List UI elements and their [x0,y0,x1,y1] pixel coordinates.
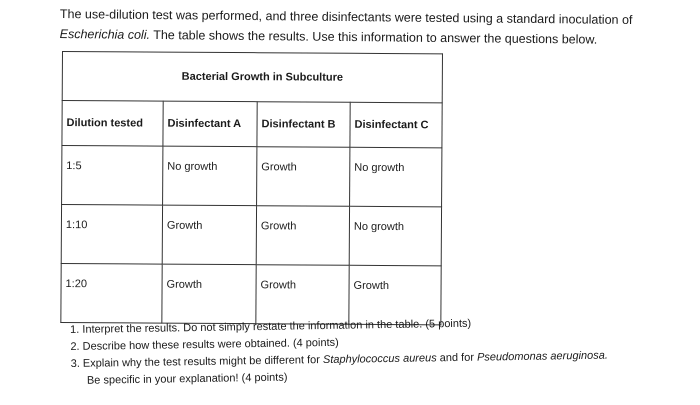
table-cell: No growth [350,147,442,207]
table-cell: Growth [162,264,256,324]
intro-line-1: The use-dilution test was performed, and three disinfectants were tested using a standard inoculation of [59,6,633,27]
column-header: Disinfectant C [350,102,442,148]
table-cell: Growth [162,205,256,265]
table-row [62,146,442,207]
table-header-span [62,52,442,103]
table-row [61,263,441,324]
question-1: 1. Interpret the results. Do not simply restate the information in the table. (5 points) [70,317,472,336]
organism-name: Pseudomonas aeruginosa. [476,349,608,364]
table-cell: 1:10 [61,205,162,265]
question-3-start: 3. Explain why the test results might be different for [70,354,324,370]
table-cell: 1:20 [61,263,162,323]
table-cell: 1:5 [62,146,163,206]
table-cell: Growth [256,265,349,325]
table-cell: Growth [256,206,349,266]
table-column-headers [62,101,442,148]
table-cell: No growth [349,206,441,266]
question-3-line-2: Be specific in your explanation! (4 points) [86,371,288,387]
table-cell: Growth [349,265,441,325]
intro-line-2-text: The table shows the results. Use this information to answer the questions below. [149,27,598,47]
results-table [60,51,443,325]
intro-paragraph [60,4,680,50]
column-header: Disinfectant B [257,102,350,148]
column-header: Dilution tested [62,101,163,147]
column-header: Disinfectant A [163,101,257,147]
organism-name: Escherichia coli. [59,26,151,42]
organism-name: Staphylococcus aureus [322,352,437,367]
table-row [61,205,441,266]
table-header-label: Bacterial Growth in Subculture [181,70,344,84]
table-cell: Growth [257,147,350,207]
question-2: 2. Describe how these results were obtained. (4 points) [70,336,339,353]
table-cell: No growth [163,146,257,206]
questions-list [70,312,691,390]
question-3-mid: and for [436,351,478,365]
